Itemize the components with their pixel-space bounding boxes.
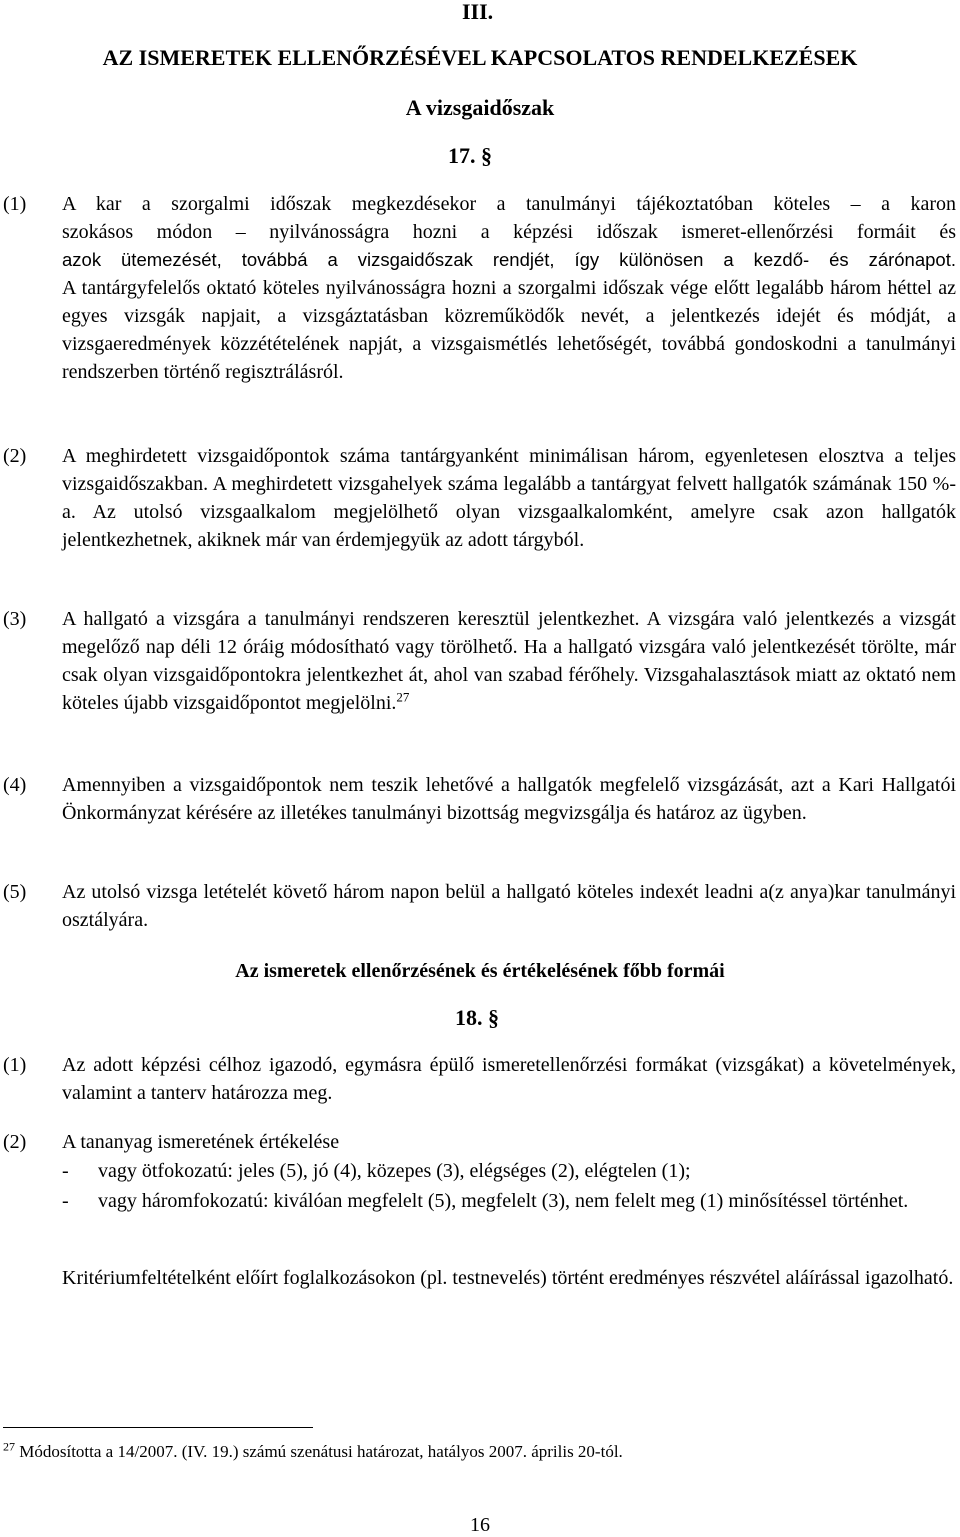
footnote-separator	[3, 1427, 313, 1428]
section-17-paragraph-sign: 17. §	[448, 143, 492, 168]
s17-p2-number: (2)	[3, 445, 27, 467]
s17-p3-number: (3)	[3, 608, 27, 630]
s18-p2-intro: A tananyag ismeretének értékelése	[62, 1131, 340, 1153]
s17-p1-line3: azok ütemezését, továbbá a vizsgaidőszak rendjét, így különösen a kezdő- és zárónapot.	[62, 249, 956, 270]
chapter-title: AZ ISMERETEK ELLENŐRZÉSÉVEL KAPCSOLATOS RENDELKEZÉSEK	[102, 45, 858, 70]
s17-p1-line1: A kar a szorgalmi időszak megkezdésekor a tanulmányi tájékoztatóban köteles – a karon	[62, 193, 956, 215]
grading-option-five-level: vagy ötfokozatú: jeles (5), jó (4), közepes (3), elégséges (2), elégtelen (1);	[98, 1160, 691, 1182]
s18-closing-text: Kritériumfeltételként előírt foglalkozásokon (pl. testnevelés) történt eredményes részvétel aláírással igazolható.	[62, 1267, 954, 1289]
footnote	[3, 1440, 623, 1464]
list-dash-1: -	[62, 1160, 69, 1182]
s18-p1-number: (1)	[3, 1054, 27, 1076]
s17-p2-text: A meghirdetett vizsgaidőpontok száma tantárgyanként minimálisan három, egyenletesen elosztva a teljes vizsgaidőszakban. A meghirdetett vizsgahelyek száma legalább a tantárgyat felvett hallgatók számának 150 %-a. Az utolsó vizsgaalkalom megjelölhető olyan vizsgaalkalomként, amelyre csak azon hallgatók jelentkezhetnek, akiknek már van érdemjegyük az adott tárgyból.	[62, 445, 956, 551]
footnote-text: Módosította a 14/2007. (IV. 19.) számú szenátusi határozat, hatályos 2007. április 20-tól.	[19, 1442, 623, 1461]
s17-p1-text	[62, 190, 956, 386]
s17-p3-body: A hallgató a vizsgára a tanulmányi rendszeren keresztül jelentkezhet. A vizsgára való jelentkezés a vizsgát megelőző nap déli 12 óráig módosítható vagy törölhető. Ha a hallgató vizsgára való jelentkezését törölte, már csak olyan vizsgaidőpontokra jelentkezhet át, ahol van szabad férőhely. Vizsgahalasztások miatt az oktató nem köteles újabb vizsgaidőpontot megjelölni.	[62, 608, 956, 714]
footnote-reference[interactable]: 27	[396, 689, 410, 705]
chapter-number: III.	[462, 0, 494, 24]
s17-p4-number: (4)	[3, 774, 27, 796]
section-18-paragraph-sign: 18. §	[455, 1005, 499, 1030]
section-18-heading: Az ismeretek ellenőrzésének és értékelésének főbb formái	[235, 960, 725, 982]
s17-p1-number: (1)	[3, 193, 27, 215]
s17-p5-text: Az utolsó vizsga letételét követő három napon belül a hallgató köteles indexét leadni a(z anya)kar tanulmányi osztályára.	[62, 881, 956, 931]
footnote-number: 27	[3, 1439, 15, 1454]
s18-p1-text: Az adott képzési célhoz igazodó, egymásra épülő ismeretellenőrzési formákat (vizsgákat) a követelmények, valamint a tanterv határozza meg.	[62, 1054, 956, 1104]
s17-p1-line2: szokásos módon – nyilvánosságra hozni a képzési időszak ismeret-ellenőrzési formáit és	[62, 221, 956, 243]
s17-p4-text: Amennyiben a vizsgaidőpontok nem teszik lehetővé a hallgatók megfelelő vizsgázását, azt a Kari Hallgatói Önkormányzat kérésére az illetékes tanulmányi bizottság megvizsgálja és határoz az ügyben.	[62, 774, 956, 824]
section-17-heading: A vizsgaidőszak	[405, 95, 555, 120]
grading-option-three-level: vagy háromfokozatú: kiválóan megfelelt (5), megfelelt (3), nem felelt meg (1) minősítéssel történhet.	[98, 1190, 909, 1212]
s17-p3-text	[62, 605, 956, 717]
page-number: 16	[470, 1514, 490, 1536]
s17-p5-number: (5)	[3, 881, 27, 903]
list-dash-2: -	[62, 1190, 69, 1212]
s18-p2-number: (2)	[3, 1131, 27, 1153]
s17-p1-rest: A tantárgyfelelős oktató köteles nyilvánosságra hozni a szorgalmi időszak vége előtt legalább három héttel az egyes vizsgák napjait, a vizsgáztatásban közreműködők nevét, a jelentkezés idejét és módját, a vizsgaeredmények közzétételének napját, a vizsgaismétlés lehetőségét, továbbá gondoskodni a tanulmányi rendszerben történő regisztrálásról.	[62, 277, 956, 383]
